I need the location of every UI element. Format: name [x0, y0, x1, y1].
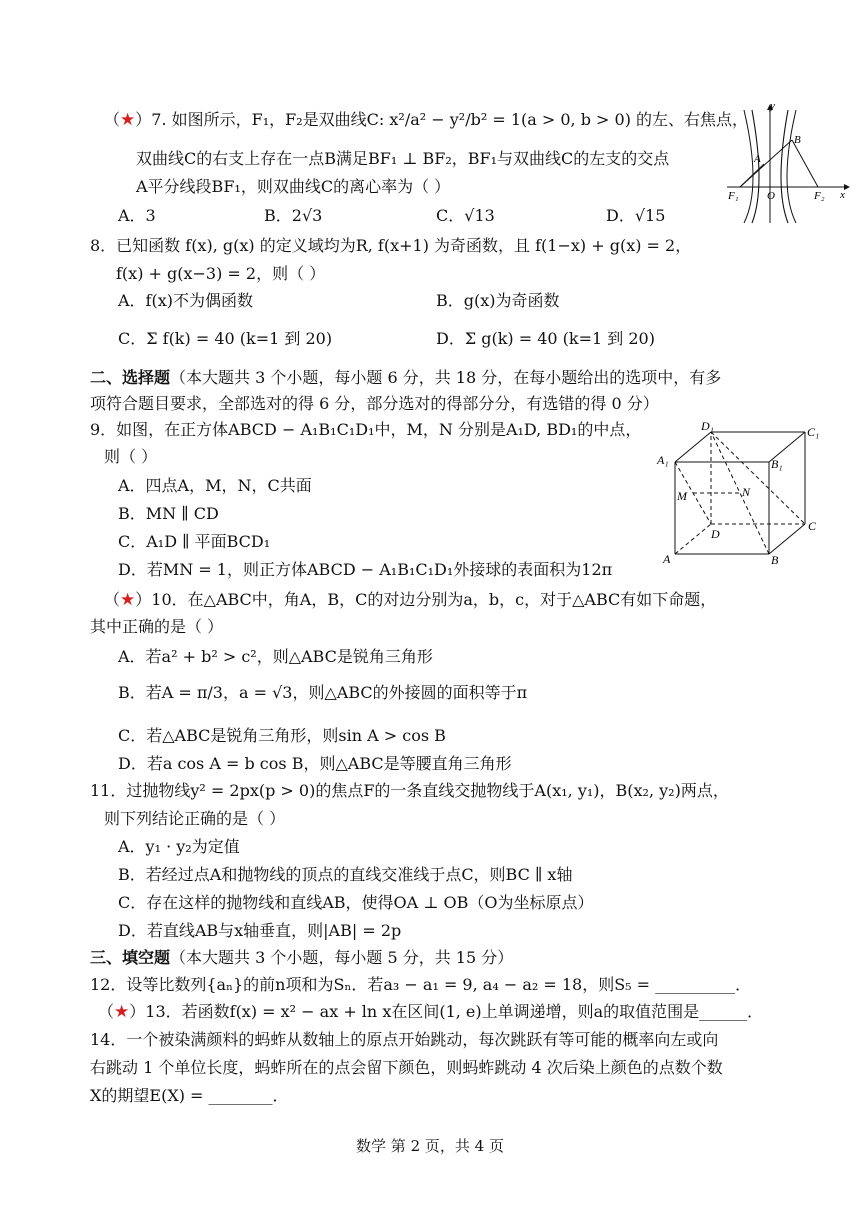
q11-line-2: 则下列结论正确的是（ ）	[104, 809, 286, 828]
q14-line-2: 右跳动 1 个单位长度，蚂蚱所在的点会留下颜色，则蚂蚱跳动 4 次后染上颜色的点数个数	[90, 1058, 723, 1077]
q8-option-b: B．g(x)为奇函数	[436, 291, 560, 310]
fig7-label-a: A	[754, 153, 761, 165]
page-footer: 数学 第 2 页，共 4 页	[356, 1137, 504, 1155]
q7-line-2: 双曲线C的右支上存在一点B满足BF₁ ⊥ BF₂，BF₁与双曲线C的左支的交点	[136, 149, 670, 168]
star-icon: ★	[120, 110, 136, 130]
q10-option-c: C．若△ABC是锐角三角形，则sin A > cos B	[118, 726, 446, 745]
fig7-label-f2: F₂	[814, 190, 825, 202]
star-icon: ★	[114, 1002, 130, 1022]
q8-line-2: f(x) + g(x−3) = 2，则（ ）	[116, 264, 326, 283]
q9-option-c: C．A₁D ∥ 平面BCD₁	[118, 532, 271, 551]
q9-line-1: 9．如图，在正方体ABCD − A₁B₁C₁D₁中，M，N 分别是A₁D, BD₁的中点，	[90, 420, 642, 439]
q13-line: （★）13．若函数f(x) = x² − ax + ln x在区间(1, e)上单调递增，则a的取值范围是______．	[98, 1002, 764, 1022]
q14-line-1: 14．一个被染满颜料的蚂蚱从数轴上的原点开始跳动，每次跳跃有等可能的概率向左或向	[90, 1030, 719, 1049]
q10-option-d: D．若a cos A = b cos B，则△ABC是等腰直角三角形	[118, 754, 512, 773]
section-3-heading: 三、填空题（本大题共 3 个小题，每小题 5 分，共 15 分）	[90, 948, 514, 967]
fig9-label-b: B	[771, 553, 779, 567]
q7-option-a: A．3	[118, 206, 156, 225]
fig9-label-c1: C₁	[807, 425, 820, 439]
section-2-line-2: 项符合题目要求，全部选对的得 6 分，部分选对的得部分分，有选错的得 0 分）	[90, 394, 659, 413]
q11-line-1: 11．过抛物线y² = 2px(p > 0)的焦点F的一条直线交抛物线于A(x₁, y₁)，B(x₂, y₂)两点，	[90, 781, 729, 800]
fig9-label-d1: D₁	[701, 419, 714, 433]
star-icon: ★	[120, 590, 136, 610]
q8-line-1: 8．已知函数 f(x), g(x) 的定义域均为R, f(x+1) 为奇函数，且 f(1−x) + g(x) = 2，	[90, 236, 692, 255]
q7-line-3: A平分线段BF₁，则双曲线C的离心率为（ ）	[136, 177, 451, 196]
q10-option-b: B．若A = π/3，a = √3，则△ABC的外接圆的面积等于π	[118, 683, 528, 702]
q12-line: 12．设等比数列{aₙ}的前n项和为Sₙ．若a₃ − a₁ = 9, a₄ − a₂ = 18，则S₅ = __________．	[90, 975, 752, 994]
fig7-label-f1: F₁	[728, 190, 739, 202]
fig9-label-n: N	[742, 485, 751, 499]
fig7-label-x: x	[840, 189, 845, 201]
fig9-label-c: C	[808, 519, 817, 533]
q7-option-d: D．√15	[606, 206, 666, 225]
fig9-label-b1: B₁	[771, 457, 783, 471]
section-2-heading: 二、选择题（本大题共 3 个小题，每小题 6 分，共 18 分，在每小题给出的选项中，有多	[90, 368, 722, 387]
q7-option-b: B．2√3	[264, 206, 323, 225]
q8-option-a: A．f(x)不为偶函数	[118, 291, 253, 310]
fig9-label-a1: A₁	[657, 453, 669, 467]
q7-line-1: （★）7. 如图所示，F₁，F₂是双曲线C: x²/a² − y²/b² = 1(a > 0, b > 0) 的左、右焦点，	[104, 110, 749, 130]
fig9-label-d: D	[711, 527, 720, 541]
q11-option-c: C．存在这样的抛物线和直线AB，使得OA ⊥ OB（O为坐标原点）	[118, 893, 594, 912]
q9-line-2: 则（ ）	[104, 447, 158, 466]
q8-option-d: D．Σ g(k) = 40 (k=1 到 20)	[436, 329, 655, 348]
cube-figure	[655, 418, 835, 568]
q10-option-a: A．若a² + b² > c²，则△ABC是锐角三角形	[118, 647, 433, 666]
q11-option-d: D．若直线AB与x轴垂直，则|AB| = 2p	[118, 921, 402, 940]
q8-option-c: C．Σ f(k) = 40 (k=1 到 20)	[118, 329, 333, 348]
fig7-label-o: O	[767, 190, 775, 202]
q14-line-3: X的期望E(X) = ________．	[90, 1086, 289, 1105]
q9-option-b: B．MN ∥ CD	[118, 504, 219, 523]
hyperbola-figure	[722, 98, 852, 228]
q10-line-2: 其中正确的是（ ）	[90, 617, 224, 636]
fig7-label-b: B	[794, 134, 801, 146]
fig9-label-m: M	[677, 489, 687, 503]
fig7-label-y: y	[770, 100, 775, 112]
q9-option-d: D．若MN = 1，则正方体ABCD − A₁B₁C₁D₁外接球的表面积为12π	[118, 560, 613, 579]
q7-option-c: C．√13	[436, 206, 495, 225]
q10-line-1: （★）10．在△ABC中，角A，B，C的对边分别为a，b，c，对于△ABC有如下命题，	[104, 590, 717, 610]
fig9-label-a: A	[663, 552, 671, 566]
q11-option-b: B．若经过点A和抛物线的顶点的直线交准线于点C，则BC ∥ x轴	[118, 865, 573, 884]
q9-option-a: A．四点A，M，N，C共面	[118, 476, 312, 495]
q11-option-a: A．y₁ · y₂为定值	[118, 837, 240, 856]
